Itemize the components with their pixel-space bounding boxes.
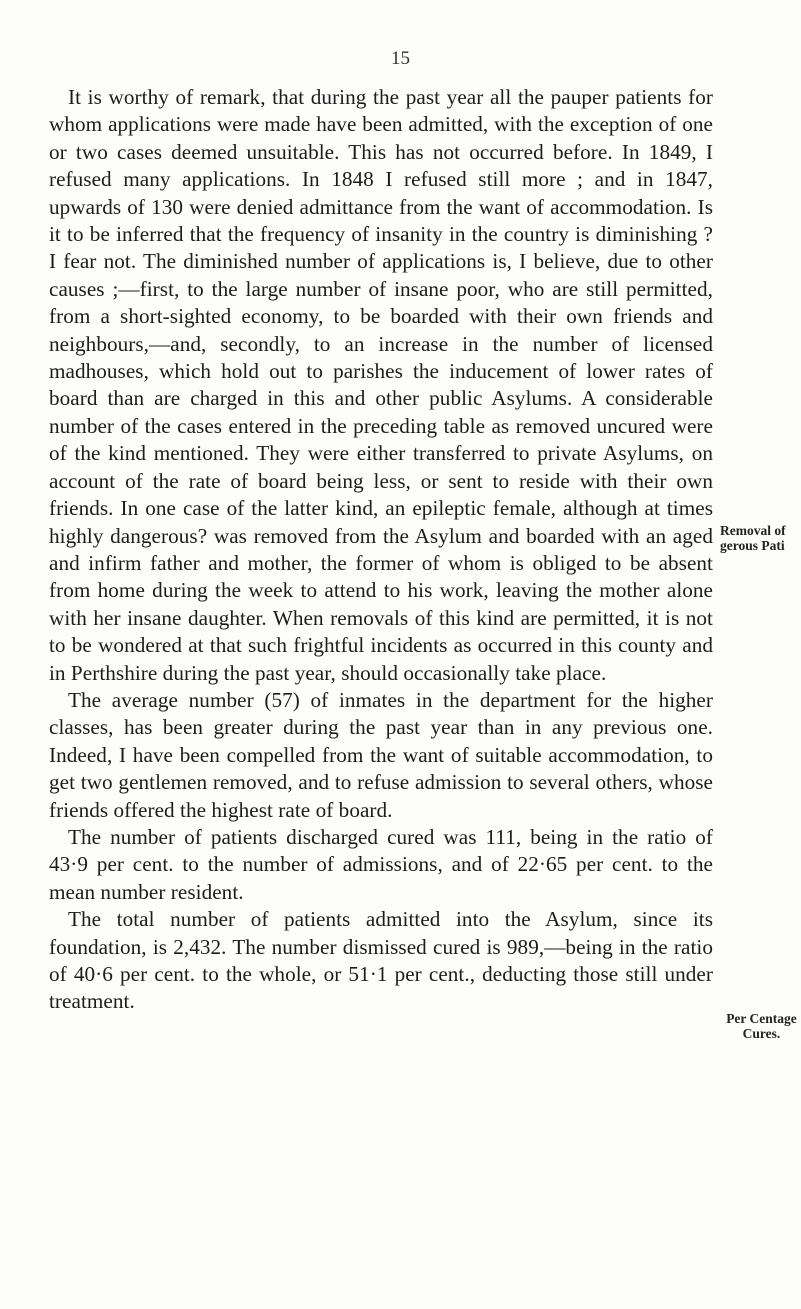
paragraph-total-admitted: The total number of patients admitted into the Asylum, since its foundation, is 2,432. The number dismissed cured is 989,—being in the ratio of 40·6 per cent. to the whole, or 51·1 per cent., deducting those still under treatment. <box>49 907 713 1014</box>
paragraph-higher-classes: The average number (57) of inmates in the department for the higher classes, has been greater during the past year than in any previous one. Indeed, I have been compelled from the want of suitable accommodation, to get two gentlemen removed, and to refuse admission to several others, whose friends offered the highest rate of board. <box>49 687 713 822</box>
margin-note-centage-line-2: Cures. <box>742 1025 781 1041</box>
margin-note-centage <box>722 1012 801 1041</box>
paragraph-discharged-cured: The number of patients discharged cured was 111, being in the ratio of 43·9 per cent. to the number of admissions, and of 22·65 per cent. to the mean number resident. <box>49 824 713 904</box>
paragraph-pauper-admissions: It is worthy of remark, that during the past year all the pauper patients for whom applications were made have been admitted, with the exception of one or two cases deemed unsuitable. This has not occurred before. In 1849, I refused many applications. In 1848 I refused still more ; and in 1847, upwards of 130 were denied admittance from the want of accommodation. Is it to be inferred that the frequency of insanity in the country is diminishing ? I fear not. The diminished number of applications is, I believe, due to other causes ;—first, to the large number of insane poor, who are still permitted, from a short-sighted economy, to be boarded with their own friends and neighbours,—and, secondly, to an increase in the number of licensed madhouses, which hold out to parishes the inducement of lower rates of board than are charged in this and other public Asylums. A considerable number of the cases entered in the preceding table as removed uncured were of the kind mentioned. They were either transferred to private Asylums, on account of the rate of board being less, or sent to reside with their own friends. In one case of the latter kind, an epileptic female, although at times highly dangerous? was removed from the Asylum and boarded with an aged and infirm father and mother, the former of whom is obliged to be absent from home during the week to attend to his work, leaving the mother alone with her insane daughter. When removals of this kind are permitted, it is not to be wondered at that such frightful incidents as occurred in this county and in Perthshire during the past year, should occasionally take place. <box>49 85 713 685</box>
margin-note-removal <box>720 524 801 553</box>
page-number: 15 <box>391 48 410 69</box>
margin-note-removal-line-2: gerous Pati <box>720 537 785 553</box>
margin-note-removal-line-1: Removal of <box>720 524 786 538</box>
margin-note-centage-line-1: Per Centage <box>726 1012 797 1026</box>
body-text <box>49 84 713 1016</box>
